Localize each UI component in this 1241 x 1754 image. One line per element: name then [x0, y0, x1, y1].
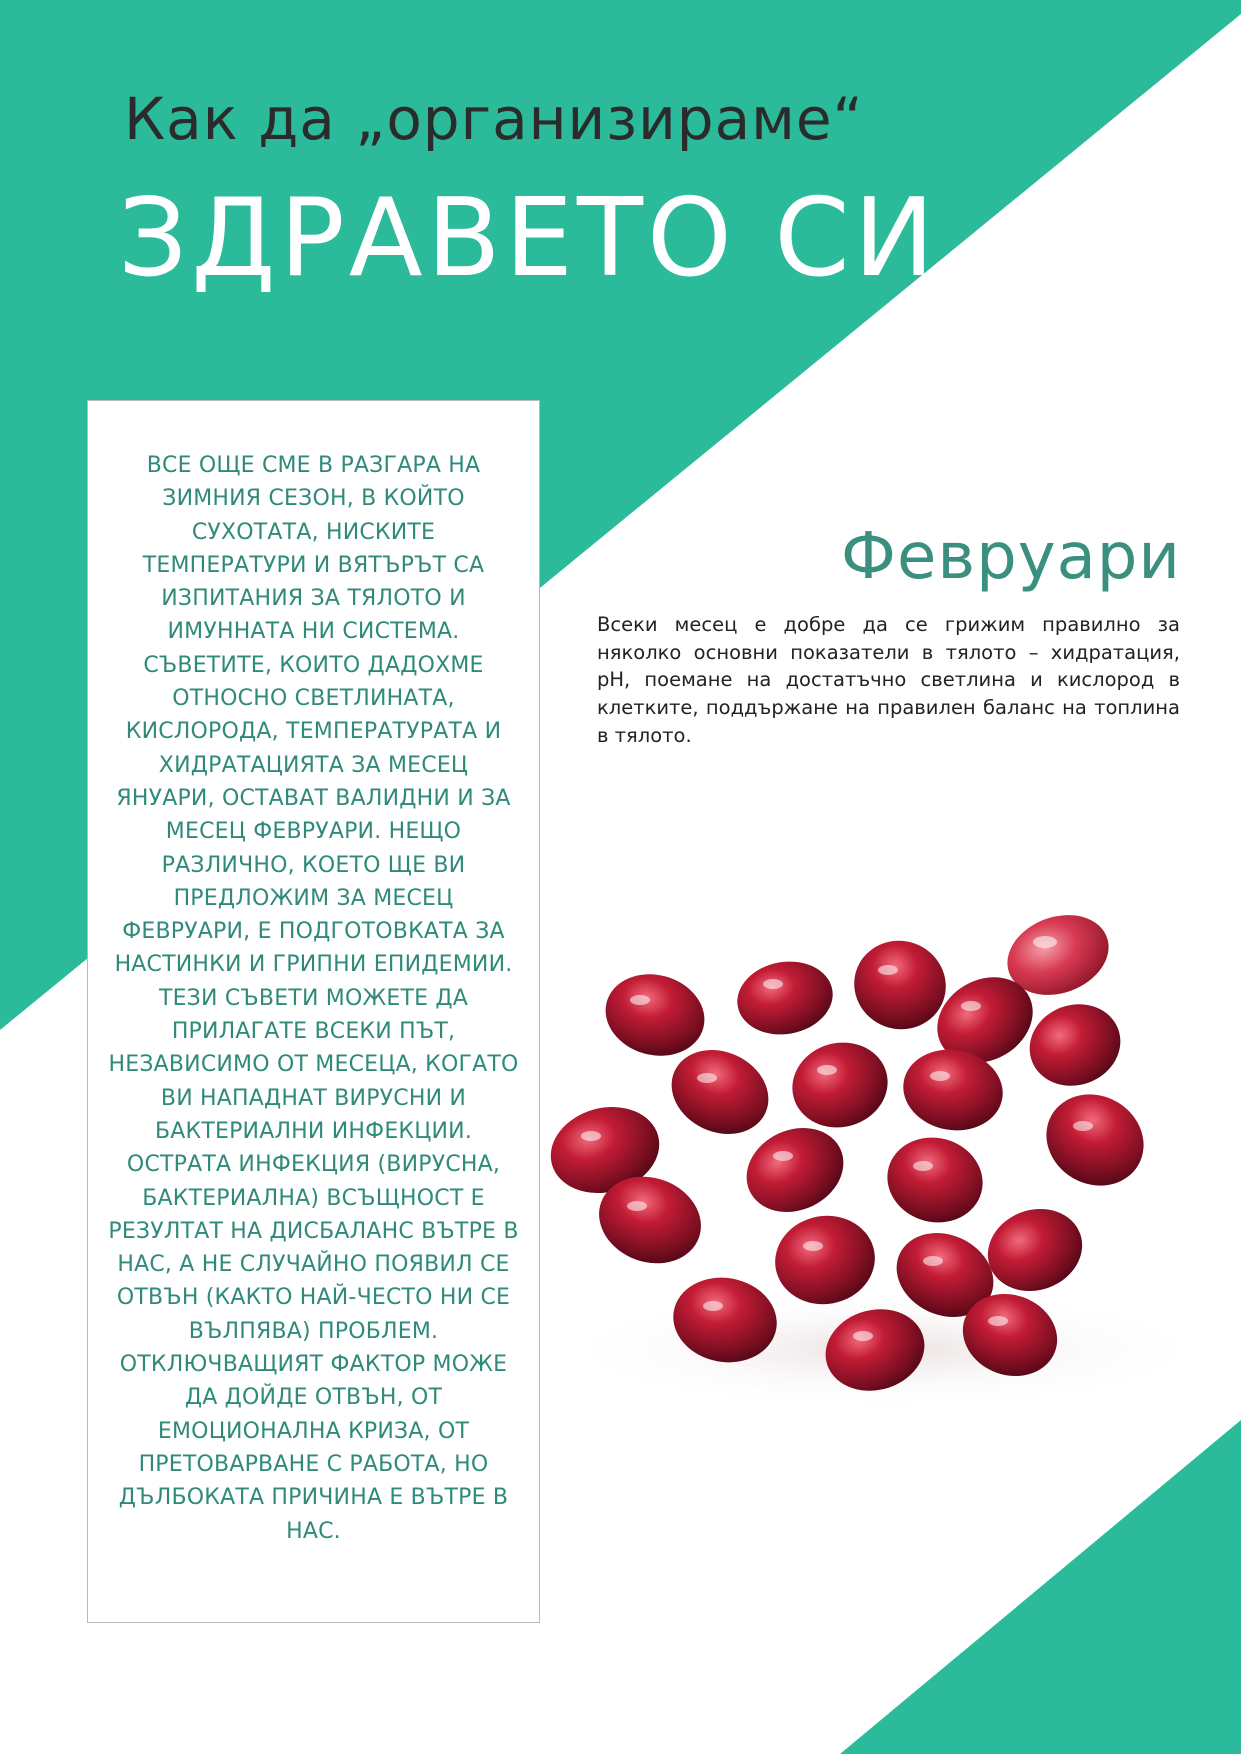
- seed: [1018, 992, 1132, 1099]
- main-title: ЗДРАВЕТО СИ: [118, 176, 939, 301]
- pomegranate-seeds-image: [505, 880, 1241, 1440]
- seed: [878, 1127, 992, 1233]
- seed: [731, 954, 838, 1042]
- bottom-teal-triangle: [840, 1420, 1241, 1754]
- seed: [596, 963, 713, 1066]
- sidebar-text-box: [87, 400, 540, 1623]
- month-title: Февруари: [840, 520, 1181, 594]
- header-kicker: Как да „организираме“: [124, 85, 864, 153]
- seed: [976, 1196, 1094, 1304]
- seed: [733, 1113, 857, 1228]
- sidebar-body-text: ВСЕ ОЩЕ СМЕ В РАЗГАРА НА ЗИМНИЯ СЕЗОН, В КОЙТО СУХОТАТА, НИСКИТЕ ТЕМПЕРАТУРИ И ВЯТЪРЪТ СА ИЗПИТАНИЯ ЗА ТЯЛОТО И ИМУННАТА НИ СИСТЕМА. СЪВЕТИТЕ, КОИТО ДАДОХМЕ ОТНОСНО СВЕТЛИНАТА, КИСЛОРОДА, ТЕМПЕРАТУРАТА И ХИДРАТАЦИЯТА ЗА МЕСЕЦ ЯНУАРИ, ОСТАВАТ ВАЛИДНИ И ЗА МЕСЕЦ ФЕВРУАРИ. НЕЩО РАЗЛИЧНО, КОЕТО ЩЕ ВИ ПРЕДЛОЖИМ ЗА МЕСЕЦ ФЕВРУАРИ, Е ПОДГОТОВКАТА ЗА НАСТИНКИ И ГРИПНИ ЕПИДЕМИИ. ТЕЗИ СЪВЕТИ МОЖЕТЕ ДА ПРИЛАГАТЕ ВСЕКИ ПЪТ, НЕЗАВИСИМО ОТ МЕСЕЦА, КОГАТО ВИ НАПАДНАТ ВИРУСНИ И БАКТЕРИАЛНИ ИНФЕКЦИИ. ОСТРАТА ИНФЕКЦИЯ (ВИРУСНА, БАКТЕРИАЛНА) ВСЪЩНОСТ Е РЕЗУЛТАТ НА ДИСБАЛАНС ВЪТРЕ В НАС, А НЕ СЛУЧАЙНО ПОЯВИЛ СЕ ОТВЪН (КАКТО НАЙ-ЧЕСТО НИ СЕ ВЪЛПЯВА) ПРОБЛЕМ. ОТКЛЮЧВАЩИЯТ ФАКТОР МОЖЕ ДА ДОЙДЕ ОТВЪН, ОТ ЕМОЦИОНАЛНА КРИЗА, ОТ ПРЕТОВАРВАНЕ С РАБОТА, НО ДЪЛБОКАТА ПРИЧИНА Е ВЪТРЕ В НАС.: [108, 453, 519, 1544]
- seed: [783, 1032, 897, 1138]
- month-intro-text: Всеки месец е добре да се грижим правилно за няколко основни показатели в тялото – хидратация, pH, поемане на достатъчно светлина и кислород в клетките, поддържане на правилен баланс на топлина в тялото.: [597, 613, 1180, 747]
- seed: [1030, 1077, 1161, 1203]
